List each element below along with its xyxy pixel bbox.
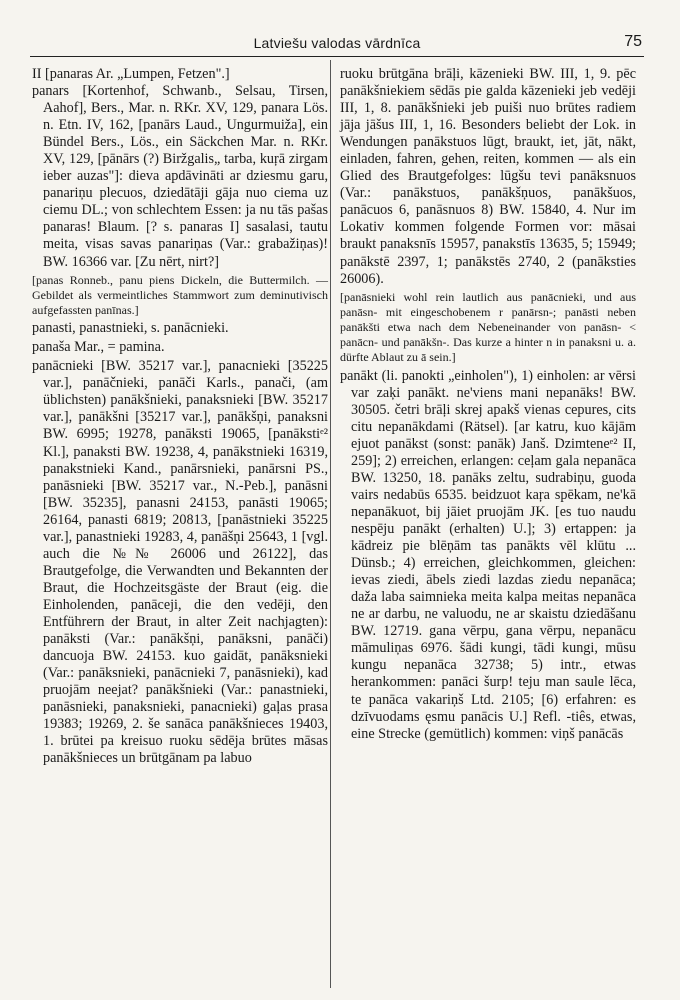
page-header — [30, 32, 644, 57]
left-column — [32, 66, 328, 990]
entry-panars: panars [Kortenhof, Schwanb., Selsau, Tirsen, Aahof], Bers., Mar. n. RKr. XV, 129, panara Lös. n. Etn. IV, 162, [panārs Laud., Ungurmuiža], ein Bündel Bers., Lös., ein Säckchen Mar. n. RKr. XV, 129, [pānārs (?) Biržgalis„ tarba, kuŗā zirgam ieber auzas"]: dieva apdāvināti ar dziesmu garu, panariņu plecuos, dziedātāji gāja nuo ciema uz ciemu DL.; von schlechtem Essen: ja nu tās pašas panaras! Blaum. [? s. panaras I] sasalasi, tautu meita, visas savas panariņas (Var.: grabažiņas)! BW. 16366 var. [Zu nērt, nirt?] — [32, 83, 328, 270]
column-divider — [330, 60, 331, 988]
note-panasnieki: [panāsnieki wohl rein lautlich aus panācnieki, und aus panāsn- mit eingeschobenem r panārsn-; panāsti neben panākšti etwa nach dem Nebeneinander von panāsn- < panācn- und panākšn-. Das kurze a hinter n in panaksni u. a. dürfte Ablaut zu ā sein.] — [340, 289, 636, 365]
entry-panakt: panākt (li. panokti „einholen"), 1) einholen: ar vērsi var zaķi panākt. ne'viens mani nepanāks! BW. 30505. četri brāļi skrej apakš vienas cepures, cits citu nepanākdami (Rätsel). [ar katru, kuo kājām ejuot panākst (sonst: panāk) Janš. Dzimteneᵉ² II, 259]; 2) erreichen, erlangen: ceļam gala nepanāca BW. 13250, 18. panāks zeltu, sudrabiņu, guoda vairs nedabūs 6535. beidzuot kaŗa spēkam, ne'kā nepanākuot, bij jāiet pruojām JK. [es tuo naudu nespēju panākt (erhalten) U.]; 3) ertappen: ja kādreiz pie blēņām tas panākts vēl klūtu ... Dünsb.; 4) erreichen, gleichkommen, gleichen: ievas ziedi, ābels ziedi lazdas ziedu nepanāca; daža laba saimnieka meita kalpa meitas nepanāca ne ar darbu, ne valuodu, ne ar skaistu dziedāšanu BW. 12719. gana vērpu, gana vērpu, nepanācu māmuliņas 6976. šādi kungi, tādi kungi, mūsu kungu nepanāca 32738; 5) intr., etwas herankommen: panāci šurp! teju man saule lēca, te panāca vakariņš Ltd. 2105; [6) erfahren: es dzīvuodams ęsmu panācis U.] Refl. -tiês, etwas, eine Strecke (gemütlich) kommen: viņš panācās — [340, 367, 636, 742]
entry-panacnieki-cont: ruoku brūtgāna brāļi, kāzenieki BW. III, 1, 9. pēc panākšniekiem sēdās pie galda kāzenieki jeb vedēji III, 1, 8. panākšnieki jeb puiši nuo brūtes radiem jāja jāšus III, 1, 16. Besonders beliebt der Lok. in Wendungen panākstuos lūgt, braukt, iet, jāt, nākt, einladen, fahren, gehen, reiten, kommen — als ein Glied des Brautgefolges: lūgšu tevi panāksnuos (Var.: panākstuos, panākšņuos, panākšuos, panācuos 6, panāsnuos 8) BW. 15840, 4. Nur im Lokativ kommen folgende Formen vor: māsai braukt panaksnīs 15957, panakstīs 13635, 5; 15949; panākstē 2397, 1; panākstēs 2740, 2 (panāksties 26006). — [340, 66, 636, 287]
entry-panasti: panasti, panastnieki, s. panācnieki. — [32, 320, 229, 337]
entry-panacnieki: panācnieki [BW. 35217 var.], panacnieki [35225 var.], panāčnieki, panāči Karls., panači, (am üblichsten) panākšnieki, panaksnieki [BW. 35217 var.], panākšni [35217 var.], panākšņi, panaksni BW. 6995; 19278, panāksti 19065, [panākstiᵉ² Kl.], panaksti BW. 19238, 4, panākstnieki 16319, panakstnieki Kand., panārsnieki, panārsni PS., panāsnieki [BW. 35217 var., N.-Peb.], panāsni [BW. 35235], panasni 24153, panāsti 19065; 26164, panasti 6819; 20813, [panāstnieki 35225 var.], panastnieki 19283, 4, panāšņi 25643, 1 [vgl. auch die №№ 26006 und 26122], das Brautgefolge, die Verwandten und Bekannten der Braut, die Hochzeitsgäste der Braut (eig. die Einholenden, panāceji, die den vedēji, den Entführern der Braut, in alter Zeit nachjagten): panāksti (Var.: panākšņi, panāksni, panāči) dancuoja BW. 24153. kuo gaidāt, panāksnieki (Var.: panāksnieki, panācnieki 7, panāsnieki), kad pruojām neejat? panākšnieki (Var.: panastnieki, panāsnieki, panaksnieki, panacnieki) gaļas prasa 19383; 19269, 2. še sanāca panākšnieces 19403, 1. brūtei pa kreisuo ruoku sēdēja brūtes māsas panākšnieces un brūtgānam pa labuo — [32, 358, 328, 767]
entry-panasa: panaša Mar., = pamina. — [32, 339, 165, 356]
right-column — [340, 66, 636, 990]
entry-panaras-ii: II [panaras Ar. „Lumpen, Fetzen".] — [32, 66, 230, 82]
note-panas: [panas Ronneb., panu piens Dickeln, die Buttermilch. — Gebildet als vermeintliches Stammwort zum deminutivisch aufgefassten panīnas.] — [32, 272, 328, 317]
page-number: 75 — [624, 33, 642, 50]
running-title: Latviešu valodas vārdnīca — [253, 35, 421, 51]
